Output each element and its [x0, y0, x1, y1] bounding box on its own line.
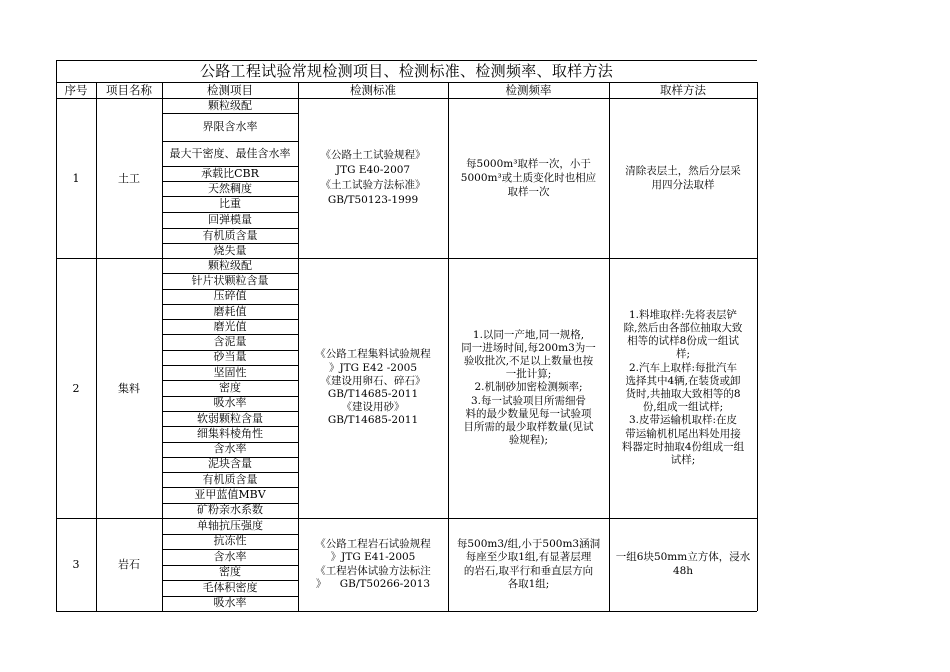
header-test-item: 检测项目 — [207, 83, 253, 97]
test-item: 吸水率 — [213, 596, 247, 610]
sampling-method-line: 除,然后由各部位抽取大致 — [623, 321, 743, 334]
project-name: 岩石 — [118, 558, 140, 571]
header-seq: 序号 — [64, 83, 88, 97]
test-standard-lines — [321, 148, 426, 208]
sampling-method-lines — [625, 164, 741, 192]
header-project-name: 项目名称 — [106, 83, 152, 97]
test-item: 有机质含量 — [202, 228, 258, 242]
test-item: 坚固性 — [213, 365, 247, 379]
right-border — [757, 82, 758, 611]
test-frequency-line: 取样一次 — [507, 186, 550, 198]
sampling-method — [611, 518, 755, 611]
test-standard-lines — [315, 348, 431, 427]
test-frequency-line: 的岩石,取平行和垂直层方向 — [463, 564, 594, 577]
header-frequency: 检测频率 — [505, 83, 552, 97]
test-item: 矿粉亲水系数 — [197, 503, 263, 517]
test-item: 比重 — [219, 197, 241, 210]
test-standard-line: GB/T14685-2011 — [327, 388, 419, 400]
sampling-method-line: 1.料堆取样:先将表层铲 — [628, 308, 738, 321]
test-item: 抗冻性 — [213, 534, 247, 548]
test-item: 密度 — [219, 380, 241, 394]
sampling-method-line: 48h — [672, 564, 694, 577]
sampling-method-line: 清除表层土，然后分层采 — [625, 165, 741, 177]
test-standard-line: GB/T14685-2011 — [327, 414, 419, 427]
test-item: 单轴抗压强度 — [197, 518, 263, 532]
column-divider — [448, 82, 449, 611]
sampling-method — [611, 98, 755, 258]
test-standard — [300, 258, 446, 518]
test-frequency — [450, 258, 607, 518]
test-item: 界限含水率 — [202, 120, 258, 133]
sampling-method-line: 2.汽车上取样:每批汽车 — [628, 361, 738, 374]
test-frequency-line: 1.以同一产地,同一规格, — [472, 328, 585, 341]
test-item: 压碎值 — [213, 289, 247, 303]
sampling-method-line: 样; — [675, 348, 691, 361]
test-frequency-line: 每500m3/组,小于500m3涵洞 — [456, 538, 601, 551]
test-item: 针片状颗粒含量 — [191, 273, 269, 287]
test-standard-line: 》JTG E42 -2005 — [328, 361, 418, 374]
sampling-method — [611, 258, 755, 518]
test-standard-line: 《建设用砂》 — [341, 401, 405, 414]
test-item: 吸水率 — [213, 396, 247, 410]
test-item: 有机质含量 — [202, 472, 258, 486]
test-item: 含泥量 — [213, 335, 247, 349]
sheet-title: 公路工程试验常规检测项目、检测标准、检测频率、取样方法 — [199, 62, 614, 80]
test-item: 磨光值 — [213, 319, 247, 333]
group-divider — [56, 611, 757, 612]
test-frequency-lines — [457, 538, 600, 591]
test-item: 密度 — [219, 565, 241, 579]
project-name: 土工 — [118, 171, 140, 185]
test-item: 最大干密度、最佳含水率 — [169, 146, 291, 160]
sampling-method-line: 料器定时抽取4份组成一组 — [621, 440, 745, 453]
test-standard-line: 《建设用卵石、碎石》 — [320, 374, 426, 387]
test-frequency-line: 每座至少取1组,有显著层理 — [465, 551, 592, 564]
test-frequency — [450, 98, 607, 258]
test-frequency-line: 同一进场时间,每200m3为一 — [461, 341, 596, 354]
test-standard-line: 《工程岩体试验方法标注 — [315, 564, 431, 577]
test-standard-line: 《公路土工试验规程》 — [320, 149, 426, 161]
row-number: 2 — [72, 381, 80, 395]
test-item: 烧失量 — [213, 243, 247, 257]
column-divider — [609, 82, 610, 611]
header-standard: 检测标准 — [350, 83, 396, 97]
test-standard-line: 》 GB/T50266-2013 — [315, 577, 431, 590]
test-frequency-line: 一批计算; — [505, 368, 552, 381]
test-item: 承载比CBR — [201, 166, 259, 180]
test-standard-line: 《公路工程岩石试验规程 — [315, 538, 431, 551]
sampling-method-line: 一组6块50mm立方体，浸水 — [615, 551, 751, 564]
test-standard — [300, 518, 446, 611]
test-frequency — [450, 518, 607, 611]
test-standard-line: GB/T50123-1999 — [327, 194, 419, 206]
test-item: 颗粒级配 — [208, 98, 252, 112]
test-item: 磨耗值 — [213, 304, 247, 318]
sampling-method-line: 相等的试样8份成一组试 — [627, 335, 739, 348]
title-top-border — [56, 60, 757, 61]
sampling-method-lines — [616, 551, 750, 577]
sampling-method-line: 份,组成一组试样; — [642, 401, 724, 414]
test-frequency-lines — [461, 157, 596, 199]
test-frequency-line: 料的最少数量见每一试验项 — [465, 407, 592, 420]
test-standard-line: 》JTG E41-2005 — [330, 551, 416, 564]
test-standard-line: 《公路工程集料试验规程 — [315, 348, 431, 361]
sampling-method-line: 带运输机机尾出料处用接 — [625, 427, 741, 440]
test-frequency-line: 每5000m³取样一次，小于 — [466, 158, 591, 170]
row-number: 1 — [72, 171, 80, 185]
test-item: 细集料棱角性 — [197, 426, 263, 440]
sampling-method-line: 3.皮带运输机取样:在皮 — [628, 414, 738, 427]
header-sampling: 取样方法 — [660, 83, 706, 97]
test-item: 砂当量 — [213, 350, 247, 364]
test-item: 毛体积密度 — [202, 580, 258, 594]
test-standard-line: 《土工试验方法标准》 — [320, 179, 426, 191]
test-item: 回弹模量 — [208, 213, 252, 226]
test-standard — [300, 98, 446, 258]
test-frequency-line: 各取1组; — [507, 577, 550, 590]
sampling-method-line: 用四分法取样 — [651, 179, 715, 191]
test-frequency-line: 5000m³或土质变化时也相应 — [460, 172, 597, 184]
test-item: 含水率 — [213, 549, 247, 563]
test-item: 泥块含量 — [208, 457, 252, 471]
sampling-method-line: 试样; — [670, 454, 696, 467]
column-divider — [298, 82, 299, 611]
project-name: 集料 — [118, 381, 140, 395]
test-frequency-line: 3.每一试验项目所需细骨 — [470, 394, 586, 407]
test-frequency-line: 验规程); — [508, 434, 549, 447]
sampling-method-lines — [622, 309, 744, 467]
test-item: 亚甲蓝值MBV — [194, 488, 266, 502]
test-frequency-line: 目所需的最少取样数量(见试 — [463, 421, 594, 433]
sampling-method-line: 选择其中4辆,在装货或卸 — [625, 374, 741, 387]
test-frequency-lines — [461, 329, 596, 448]
test-standard-line: JTG E40-2007 — [335, 164, 411, 176]
test-item: 天然稠度 — [208, 181, 252, 195]
row-number: 3 — [72, 558, 80, 571]
test-item: 软弱颗粒含量 — [197, 411, 263, 425]
test-item: 含水率 — [213, 442, 247, 456]
test-frequency-line: 验收批次,不足以上数量也按 — [463, 354, 594, 367]
test-frequency-line: 2.机制砂加密检测频率; — [474, 381, 583, 394]
test-item: 颗粒级配 — [208, 258, 252, 272]
test-standard-lines — [315, 538, 431, 591]
sampling-method-line: 货时,共抽取大致相等的8 — [625, 388, 741, 400]
